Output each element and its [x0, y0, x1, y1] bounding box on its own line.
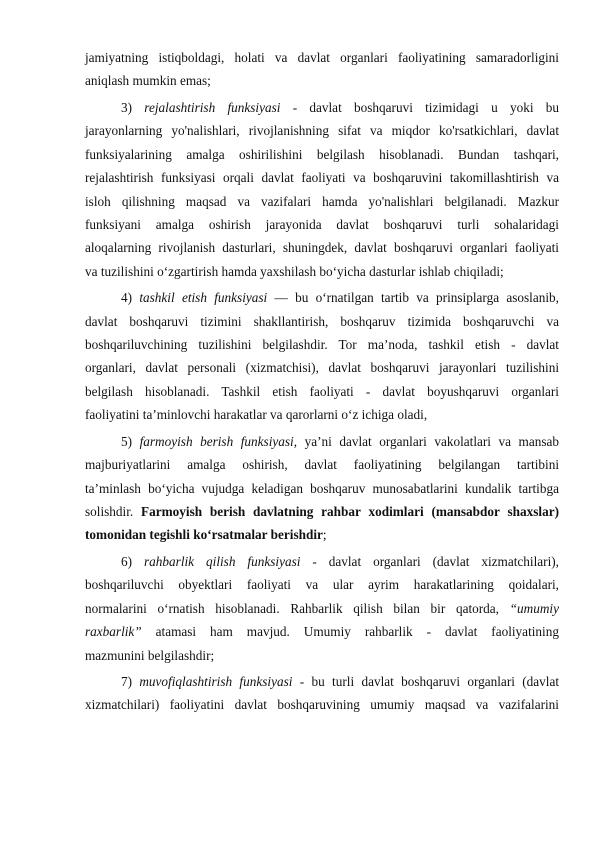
text-run: atamasi ham mavjud. Umumiy rahbarlik - davlat faoliyatining: [141, 624, 559, 640]
italic-term: farmoyish berish funksiyasi: [139, 433, 294, 449]
text-run: solishdir.: [85, 503, 142, 519]
text-line: [85, 356, 559, 379]
text-run: faoliyatini ta’minlovchi harakatlar va qarorlarni o‘z ichiga oladi,: [85, 407, 428, 423]
text-run: 5): [121, 433, 140, 449]
paragraph: [85, 550, 559, 667]
text-run: funksiyani amalga oshirish jarayonida davlat boshqaruvi turli sohalaridagi: [85, 216, 559, 232]
text-run: aloqalarning rivojlanish dasturlari, shuningdek, davlat boshqaruvi organlari faoliyati: [85, 240, 559, 256]
text-run: - davlat boshqaruvi tizimidagi u yoki bu: [280, 99, 560, 115]
text-run: xizmatchilari) faoliyatini davlat boshqaruvining umumiy maqsad va vazifalarini: [85, 697, 559, 713]
text-run: davlat boshqaruvi tizimini shakllantirish, boshqaruv tizimida boshqaruvchi va: [85, 313, 559, 329]
text-line: [85, 453, 559, 476]
bold-text: tomonidan tegishli ko‘rsatmalar berishdir: [85, 527, 323, 543]
text-run: 7): [121, 674, 140, 690]
paragraph: [85, 670, 559, 717]
paragraph: [85, 286, 559, 426]
text-line: [85, 310, 559, 333]
text-line: [85, 620, 559, 643]
text-line: [85, 260, 559, 283]
italic-term: rejalashtirish funksiyasi: [144, 99, 281, 115]
text-line: [85, 477, 559, 500]
text-line: [85, 430, 559, 453]
bold-text: Farmoyish berish davlatning rahbar xodimlari (mansabdor shaxslar): [141, 503, 559, 519]
text-run: majburiyatlarini amalga oshirish, davlat faoliyatining belgilangan tartibini: [85, 457, 559, 473]
text-line: [85, 550, 559, 573]
italic-term: “umumiy: [509, 600, 559, 616]
text-line: [85, 644, 559, 667]
paragraph: [85, 96, 559, 283]
text-run: — bu o‘rnatilgan tartib va prinsiplarga asoslanib,: [267, 290, 559, 306]
text-run: normalarini o‘rnatish hisoblanadi. Rahbarlik qilish bilan bir qatorda,: [85, 600, 510, 616]
text-line: [85, 693, 559, 716]
text-run: ta’minlash bo‘yicha vujudga keladigan boshqaruv munosabatlarini kundalik tartibga: [85, 480, 559, 496]
italic-term: rahbarlik qilish funksiyasi: [144, 553, 301, 569]
text-run: 6): [121, 553, 144, 569]
text-line: [85, 523, 559, 546]
italic-term: tashkil etish funksiyasi: [139, 290, 268, 306]
text-line: [85, 597, 559, 620]
text-run: boshqariluvchi obyektlari faoliyati va ular ayrim harakatlarining qoidalari,: [85, 577, 559, 593]
document-page: [85, 46, 559, 720]
paragraph: [85, 46, 559, 93]
text-line: [85, 670, 559, 693]
text-run: 3): [121, 99, 145, 115]
italic-term: raxbarlik”: [85, 624, 142, 640]
text-run: organlari, davlat personali (xizmatchisi), davlat boshqaruvi jarayonlari tuzilishini: [85, 360, 559, 376]
text-line: [85, 119, 559, 142]
text-run: - davlat organlari (davlat xizmatchilari),: [300, 553, 559, 569]
text-run: jamiyatning istiqboldagi, holati va davlat organlari faoliyatining samaradorligini: [85, 50, 559, 65]
text-line: [85, 500, 559, 523]
text-line: [85, 96, 559, 119]
text-run: funksiyalarining amalga oshirilishini belgilash hisoblanadi. Bundan tashqari,: [85, 146, 559, 162]
text-run: va tuzilishini o‘zgartirish hamda yaxshilash bo‘yicha dasturlar ishlab chiqiladi;: [85, 263, 504, 279]
text-line: [85, 573, 559, 596]
text-run: 4): [121, 290, 140, 306]
text-line: [85, 333, 559, 356]
text-run: rejalashtirish funksiyasi orqali davlat faoliyati va boshqaruvini takomillashtirish va: [85, 170, 559, 186]
text-line: [85, 213, 559, 236]
text-run: jarayonlarning yo'nalishlari, rivojlanishning sifat va miqdor ko'rsatkichlari, davlat: [85, 123, 559, 139]
text-line: [85, 46, 559, 69]
text-line: [85, 403, 559, 426]
text-line: [85, 286, 559, 309]
text-run: boshqariluvchining tuzilishini belgilashdir. Tor ma’noda, tashkil etish - davlat: [85, 337, 559, 353]
text-line: [85, 380, 559, 403]
text-run: belgilash hisoblanadi. Tashkil etish faoliyati - davlat boyushqaruvi organlari: [85, 383, 559, 399]
text-line: [85, 236, 559, 259]
paragraph: [85, 430, 559, 547]
text-run: ;: [322, 527, 327, 543]
text-run: - bu turli davlat boshqaruvi organlari (davlat: [292, 674, 560, 690]
italic-term: muvofiqlashtirish funksiyasi: [139, 674, 293, 690]
text-run: , ya’ni davlat organlari vakolatlari va mansab: [293, 433, 559, 449]
text-line: [85, 143, 559, 166]
text-run: isloh qilishning maqsad va vazifalari hamda yo'nalishlari belgilanadi. Mazkur: [85, 193, 559, 209]
text-run: aniqlash mumkin emas;: [85, 73, 211, 89]
text-run: mazmunini belgilashdir;: [85, 647, 215, 663]
text-line: [85, 190, 559, 213]
text-line: [85, 166, 559, 189]
text-line: [85, 69, 559, 92]
